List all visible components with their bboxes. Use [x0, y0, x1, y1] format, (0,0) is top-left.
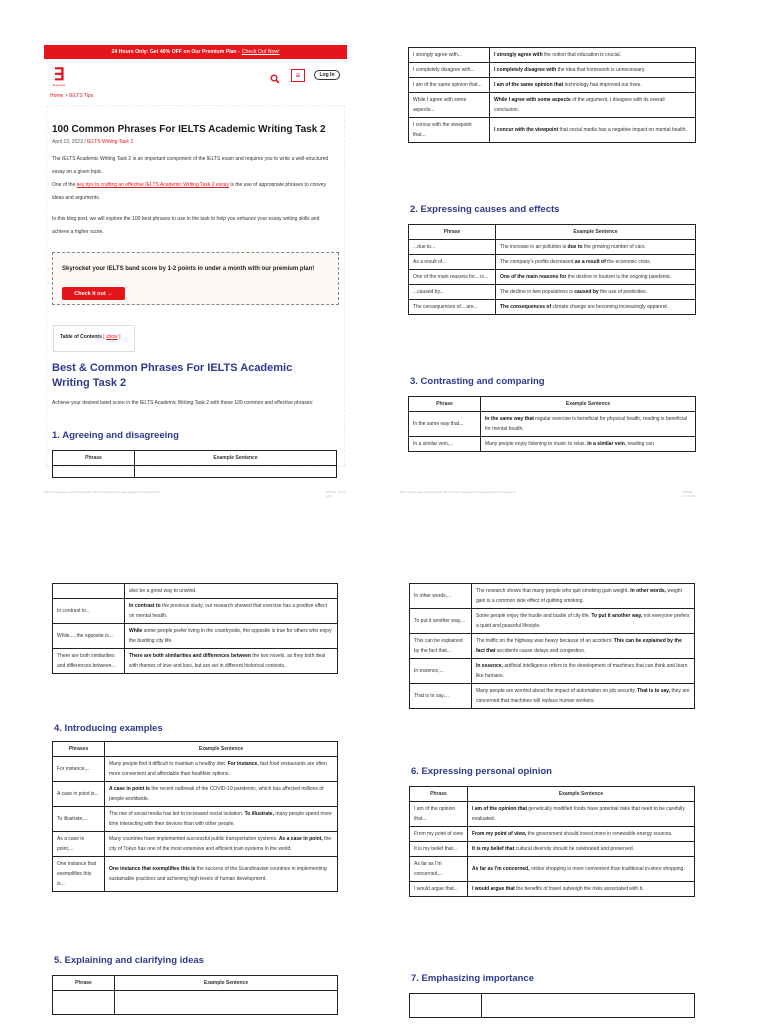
col-header-phrase: Phrase	[53, 976, 115, 991]
phrase-cell: As a result of...	[409, 255, 496, 270]
table-row	[409, 270, 696, 285]
highlighted-phrase: This can be explained by the fact that	[476, 638, 682, 654]
example-text: Many people enjoy listening to music to relax.	[485, 441, 588, 447]
table-row	[410, 584, 695, 609]
table-row	[410, 857, 695, 882]
table-row	[409, 78, 696, 93]
phrase-cell: I concur with the viewpoint that...	[409, 118, 490, 143]
highlighted-phrase: In essence,	[476, 663, 503, 669]
highlighted-phrase: There are both similarities and differences between	[129, 653, 251, 659]
main-heading: Best & Common Phrases For IELTS Academic Writing Task 2	[52, 362, 293, 389]
phrases-table-1-header	[52, 450, 337, 478]
phrase-cell: From my point of view	[410, 827, 468, 842]
table-row	[53, 832, 338, 857]
example-text: the previous study, our research showed that exercise has a positive effect on mental health.	[129, 603, 327, 619]
example-cell	[496, 300, 696, 315]
example-cell	[472, 634, 695, 659]
table-row	[409, 300, 696, 315]
example-text: many people spend more time interacting with their devices than with other people.	[109, 811, 332, 827]
example-cell	[472, 609, 695, 634]
phrase-cell: One of the main reasons for... is...	[409, 270, 496, 285]
achieve-paragraph: Achieve your desired band score in the IELTS Academic Writing Task 2 with these 100 common and effective phrases:	[52, 400, 314, 406]
phrase-cell: This can be explained by the fact that...	[410, 634, 472, 659]
highlighted-phrase: In the same way that	[485, 416, 534, 422]
phrase-cell: In essence,...	[410, 659, 472, 684]
phrase-cell: In a similar vein,...	[409, 437, 481, 452]
table-row	[410, 842, 695, 857]
example-cell	[472, 684, 695, 709]
phrase-cell: In other words,...	[410, 584, 472, 609]
example-cell	[472, 659, 695, 684]
highlighted-phrase: While I agree with some aspects	[494, 97, 571, 103]
example-text: Many countries have implemented successful public transportation systems.	[109, 836, 279, 842]
phrase-cell: For instance,...	[53, 757, 105, 782]
phrase-cell: I strongly agree with...	[409, 48, 490, 63]
highlighted-phrase: due to	[567, 244, 583, 250]
example-text: The research shows that many people who quit smoking gain weight.	[476, 588, 631, 594]
example-text: genetically modified foods have potential risks that need to be carefully evaluated.	[472, 806, 685, 822]
highlighted-phrase: One of the main reasons for	[500, 274, 567, 280]
post-date: April 13, 2023 /	[52, 139, 86, 145]
table-row	[409, 48, 696, 63]
phrase-cell: I am of the same opinion that...	[409, 78, 490, 93]
example-text: the idea that homework is unnecessary.	[556, 67, 646, 73]
col-header-example: Example Sentence	[481, 397, 696, 412]
table-row	[409, 240, 696, 255]
highlighted-phrase: caused by	[574, 289, 599, 295]
example-cell	[105, 757, 338, 782]
example-cell	[496, 270, 696, 285]
section-heading-1: 1. Agreeing and disagreeing	[52, 430, 179, 441]
example-text: that social media has a negative impact on mental health.	[558, 127, 687, 133]
premium-cta-text: Skyrocket your IELTS band score by 1-2 points in under a month with our premium plan!	[62, 266, 315, 272]
example-text: The company's profits decreased	[500, 259, 575, 265]
highlighted-phrase: I am of the same opinion that	[494, 82, 564, 88]
example-cell	[481, 437, 696, 452]
table-row	[410, 827, 695, 842]
example-cell	[468, 857, 695, 882]
document-page-2	[400, 45, 698, 498]
example-text: the economic crisis.	[605, 259, 652, 265]
example-text: , reading can	[624, 441, 654, 447]
check-it-out-button[interactable]: Check it out →	[62, 287, 125, 300]
toc-label: Table of Contents	[60, 334, 102, 340]
example-cell	[496, 240, 696, 255]
breadcrumb-section[interactable]: IELTS Tips	[69, 93, 94, 99]
table-row	[410, 609, 695, 634]
print-footer-date: 4/28/23, 10:31 AM	[326, 490, 346, 498]
example-text: cultural diversity should be celebrated and preserved.	[514, 846, 635, 852]
table-row	[53, 624, 338, 649]
document-page-4	[409, 583, 696, 1013]
phrase-cell: ...due to...	[409, 240, 496, 255]
highlighted-phrase: In contrast to	[129, 603, 161, 609]
example-cell	[468, 882, 695, 897]
example-text: weight gain is a common side effect of quitting smoking.	[476, 588, 682, 604]
phrase-cell: While..., the opposite is...	[53, 624, 125, 649]
section-heading-5: 5. Explaining and clarifying ideas	[54, 955, 204, 966]
section-heading-6: 6. Expressing personal opinion	[411, 766, 552, 777]
highlighted-phrase: as a result of	[574, 259, 606, 265]
example-text: The traffic on the highway was heavy because of an accident.	[476, 638, 614, 644]
table-row	[53, 584, 338, 599]
example-cell	[496, 255, 696, 270]
highlighted-phrase: That is to say,	[637, 688, 671, 694]
col-header-example: Example Sentence	[496, 225, 696, 240]
toc-show-toggle[interactable]: [ show ]	[103, 334, 121, 340]
login-button[interactable]: Log In	[314, 70, 340, 80]
highlighted-phrase: I completely disagree with	[494, 67, 557, 73]
example-cell	[105, 782, 338, 807]
example-text: online shopping is more convenient than traditional in-store shopping.	[529, 866, 685, 872]
example-text: Many people are worried about the impact of automation on job security.	[476, 688, 638, 694]
example-cell	[125, 584, 338, 599]
example-text: The rise of social media has led to increased social isolation.	[109, 811, 245, 817]
phrases-table-7	[409, 993, 695, 1018]
promo-text: 24 Hours Only: Get 40% OFF on Our Premium Plan -	[111, 49, 240, 55]
section-heading-2: 2. Expressing causes and effects	[410, 204, 560, 215]
example-text: the city of Tokyo has one of the most extensive and efficient train systems in the world.	[109, 836, 332, 852]
example-cell	[468, 802, 695, 827]
intro-paragraph-3: In this blog post, we will explore the 100 best phrases to use in the task to help you enhance your essay writing skills and achieve a higher score.	[52, 216, 320, 235]
example-cell	[496, 285, 696, 300]
document-page-3	[52, 583, 338, 1013]
example-text: artificial intelligence refers to the development of machines that can think and learn like humans.	[476, 663, 688, 679]
search-icon[interactable]	[270, 71, 280, 81]
phrase-cell: ...caused by...	[409, 285, 496, 300]
highlighted-phrase: To illustrate,	[244, 811, 274, 817]
highlighted-phrase: For instance,	[227, 761, 259, 767]
example-text: the two novels, as they both deal with themes of love and loss, but are set in different historical contexts.	[129, 653, 326, 669]
example-cell	[490, 63, 696, 78]
highlighted-phrase: In a similar vein	[587, 441, 625, 447]
col-header-phrase: Phrase	[409, 397, 481, 412]
breadcrumb-home[interactable]: Home	[50, 93, 64, 99]
highlighted-phrase: As far as I'm concerned,	[472, 866, 530, 872]
example-cell	[490, 93, 696, 118]
post-category-link[interactable]: IELTS Writing Task 2	[87, 139, 134, 145]
highlighted-phrase: I concur with the viewpoint	[494, 127, 559, 133]
menu-icon[interactable]: ≡	[291, 69, 305, 82]
example-text: Some people enjoy the hustle and bustle of city life.	[476, 613, 592, 619]
phrase-cell	[53, 584, 125, 599]
site-header	[44, 59, 347, 91]
phrases-table-5	[52, 975, 338, 1015]
col-header-example: Example Sentence	[115, 976, 338, 991]
col-header-example: Example Sentence	[135, 451, 337, 466]
table-row	[410, 882, 695, 897]
print-footer-url: https://engnovate.com/ielts-tips/100-common-phrases-for-ielts-academic-writing-task-2/	[400, 490, 516, 494]
example-text: also be a great way to unwind.	[129, 588, 197, 594]
section-heading-7: 7. Emphasizing importance	[411, 973, 534, 984]
example-cell	[490, 118, 696, 143]
phrase-cell: I completely disagree with...	[409, 63, 490, 78]
phrases-table-3	[408, 396, 696, 452]
phrases-table-2	[408, 224, 696, 315]
example-text: accidents cause delays and congestion.	[495, 648, 586, 654]
phrase-cell: In the same way that...	[409, 412, 481, 437]
promo-banner	[44, 45, 347, 59]
section-heading-3: 3. Contrasting and comparing	[410, 376, 545, 387]
example-text: the decline in tourism is the ongoing pandemic.	[566, 274, 673, 280]
print-footer-url: https://engnovate.com/ielts-tips/100-common-phrases-for-ielts-academic-writing-task-2/	[44, 490, 160, 494]
example-cell	[468, 827, 695, 842]
example-cell	[125, 599, 338, 624]
example-cell	[105, 832, 338, 857]
example-text: The decline in bee populations is	[500, 289, 575, 295]
table-row	[410, 634, 695, 659]
phrase-cell: A case in point is...	[53, 782, 105, 807]
example-cell	[105, 857, 338, 892]
table-row	[410, 802, 695, 827]
phrase-cell: It is my belief that...	[410, 842, 468, 857]
highlighted-phrase: From my point of view,	[472, 831, 527, 837]
example-cell	[481, 412, 696, 437]
table-row	[53, 757, 338, 782]
table-row	[409, 285, 696, 300]
phrase-cell: I would argue that...	[410, 882, 468, 897]
promo-link[interactable]: Check Out Now!	[241, 49, 280, 55]
highlighted-phrase: The consequences of	[500, 304, 552, 310]
table-row	[410, 684, 695, 709]
table-row	[53, 807, 338, 832]
example-cell	[490, 78, 696, 93]
phrases-table-1	[408, 47, 696, 143]
highlighted-phrase: I strongly agree with	[494, 52, 543, 58]
col-header-example: Example Sentence	[105, 742, 338, 757]
table-row	[409, 118, 696, 143]
example-text: the use of pesticides.	[598, 289, 648, 295]
highlighted-phrase: As a case in point,	[278, 836, 323, 842]
key-tips-link[interactable]: key tips to crafting an effective IELTS Academic Writing Task 2 essay	[76, 182, 229, 188]
site-logo[interactable]: ∃ Engnovate	[52, 65, 66, 87]
example-cell	[490, 48, 696, 63]
example-text: technology has improved our lives.	[563, 82, 642, 88]
table-row	[409, 437, 696, 452]
table-row	[409, 63, 696, 78]
col-header-example: Example Sentence	[468, 787, 695, 802]
phrase-cell: While I agree with some aspects...	[409, 93, 490, 118]
table-row	[53, 599, 338, 624]
col-header-phrase: Phrase	[409, 225, 496, 240]
highlighted-phrase: In other words,	[630, 588, 667, 594]
phrase-cell: That is to say,...	[410, 684, 472, 709]
example-cell	[125, 624, 338, 649]
phrase-cell: The consequences of... are...	[409, 300, 496, 315]
phrases-table-4	[52, 741, 338, 892]
highlighted-phrase: I would argue that	[472, 886, 515, 892]
table-row	[409, 93, 696, 118]
highlighted-phrase: While	[129, 628, 143, 634]
highlighted-phrase: It is my belief that	[472, 846, 515, 852]
table-row	[53, 857, 338, 892]
table-row	[409, 255, 696, 270]
example-text: the success of the Scandinavian countries in implementing sustainable practices and achieving high levels of human development.	[109, 866, 327, 882]
phrase-cell: There are both similarities and differences between...	[53, 649, 125, 674]
premium-cta-box	[52, 252, 339, 305]
phrase-cell: To illustrate,...	[53, 807, 105, 832]
intro-paragraph-1: The IELTS Academic Writing Task 2 is an important component of the IELTS exam and requires you to write a well-structured essay on a given topic.	[52, 156, 329, 175]
example-text: Many people find it difficult to maintain a healthy diet.	[109, 761, 228, 767]
phrases-table-6	[409, 786, 695, 897]
print-footer-date: 4/28/23, 10:31 AM	[682, 490, 695, 498]
phrase-cell: As far as I'm concerned,...	[410, 857, 468, 882]
table-row	[409, 412, 696, 437]
phrase-cell: To put it another way,...	[410, 609, 472, 634]
example-cell	[125, 649, 338, 674]
example-text: some people prefer living in the countryside, the opposite is true for others who enjoy the bustling city life.	[129, 628, 332, 644]
page-title: 100 Common Phrases For IELTS Academic Writing Task 2	[52, 124, 326, 135]
example-text: The increase in air pollution is	[500, 244, 568, 250]
col-header-phrase: Phrase	[53, 451, 135, 466]
example-text: climate change are becoming increasingly apparent.	[551, 304, 669, 310]
example-text: the recent outbreak of the COVID-19 pandemic, which has affected millions of people worldwide.	[109, 786, 324, 802]
phrase-cell: One instance that exemplifies this is...	[53, 857, 105, 892]
phrase-cell: In contrast to...	[53, 599, 125, 624]
table-row	[410, 659, 695, 684]
table-row	[53, 782, 338, 807]
col-header-phrases: Phrases	[53, 742, 105, 757]
highlighted-phrase: To put it another way,	[591, 613, 643, 619]
example-text: they are concerned that machines will replace human workers.	[476, 688, 690, 704]
example-text: the growing number of cars.	[582, 244, 646, 250]
example-text: not everyone prefers a quiet and peaceful lifestyle.	[476, 613, 690, 629]
highlighted-phrase: One instance that exemplifies this is	[109, 866, 196, 872]
section-heading-4: 4. Introducing examples	[54, 723, 163, 734]
example-text: the benefits of travel outweigh the risks associated with it.	[514, 886, 644, 892]
example-cell	[472, 584, 695, 609]
example-text: fast food restaurants are often more convenient and affordable than healthier options.	[109, 761, 327, 777]
phrase-cell: I am of the opinion that...	[410, 802, 468, 827]
intro-paragraph-2: One of the key tips to crafting an effective IELTS Academic Writing Task 2 essay is the use of appropriate phrases to convey ideas and arguments.	[52, 182, 326, 201]
example-text: of the argument, I disagree with its overall conclusion.	[494, 97, 665, 113]
table-row	[53, 649, 338, 674]
highlighted-phrase: A case in point is	[109, 786, 150, 792]
document-page-1	[44, 45, 347, 498]
breadcrumb: Home > IELTS Tips	[50, 93, 94, 99]
table-of-contents	[53, 325, 135, 352]
example-text: the notion that education is crucial.	[542, 52, 622, 58]
example-text: the government should invest more in renewable energy sources.	[526, 831, 673, 837]
highlighted-phrase: I am of the opinion that	[472, 806, 527, 812]
phrase-cell: As a case in point,...	[53, 832, 105, 857]
post-meta	[52, 139, 133, 145]
col-header-phrase: Phrase	[410, 787, 468, 802]
example-cell	[468, 842, 695, 857]
phrases-table-5-continued	[409, 583, 695, 709]
example-text: regular exercise is beneficial for physical health, reading is beneficial for mental health.	[485, 416, 688, 432]
phrases-table-3-continued	[52, 583, 338, 674]
example-cell	[105, 807, 338, 832]
